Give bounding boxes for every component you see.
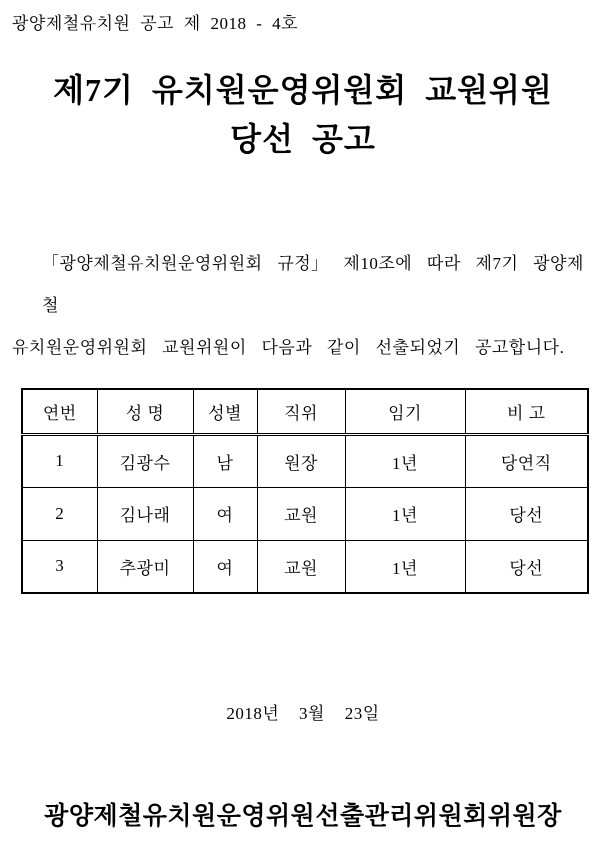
page-title-line1: 제7기 유치원운영위원회 교원위원	[53, 72, 553, 108]
table-row	[22, 434, 588, 487]
column-header-term: 임기	[345, 389, 465, 434]
cell-note: 당선	[465, 540, 588, 593]
cell-name: 추광미	[97, 540, 193, 593]
page-title	[0, 66, 606, 164]
page-title-line2: 당선 공고	[230, 121, 376, 157]
column-header-name: 성 명	[97, 389, 193, 434]
announcement-date: 2018년 3월 23일	[226, 704, 380, 723]
cell-gender: 여	[193, 540, 257, 593]
column-header-position: 직위	[257, 389, 345, 434]
elected-members-table	[21, 388, 589, 594]
cell-name: 김나래	[97, 487, 193, 540]
table-header-row	[22, 389, 588, 434]
table-row	[22, 487, 588, 540]
body-paragraph-line2: 유치원운영위원회 교원위원이 다음과 같이 선출되었기 공고합니다.	[12, 338, 565, 357]
cell-term: 1년	[345, 434, 465, 487]
signer-title: 광양제철유치원운영위원선출관리위원회위원장	[44, 803, 562, 830]
cell-term: 1년	[345, 540, 465, 593]
column-header-number: 연번	[22, 389, 97, 434]
cell-position: 교원	[257, 487, 345, 540]
cell-note: 당연직	[465, 434, 588, 487]
body-paragraph-line1: 「광양제철유치원운영위원회 규정」 제10조에 따라 제7기 광양제철	[42, 254, 584, 315]
cell-number: 1	[22, 434, 97, 487]
body-paragraph	[12, 243, 594, 369]
cell-gender: 여	[193, 487, 257, 540]
column-header-gender: 성별	[193, 389, 257, 434]
cell-name: 김광수	[97, 434, 193, 487]
cell-position: 교원	[257, 540, 345, 593]
cell-position: 원장	[257, 434, 345, 487]
column-header-note: 비 고	[465, 389, 588, 434]
cell-term: 1년	[345, 487, 465, 540]
cell-note: 당선	[465, 487, 588, 540]
cell-number: 3	[22, 540, 97, 593]
table-row	[22, 540, 588, 593]
cell-number: 2	[22, 487, 97, 540]
cell-gender: 남	[193, 434, 257, 487]
document-number: 광양제철유치원 공고 제 2018 - 4호	[12, 14, 299, 33]
